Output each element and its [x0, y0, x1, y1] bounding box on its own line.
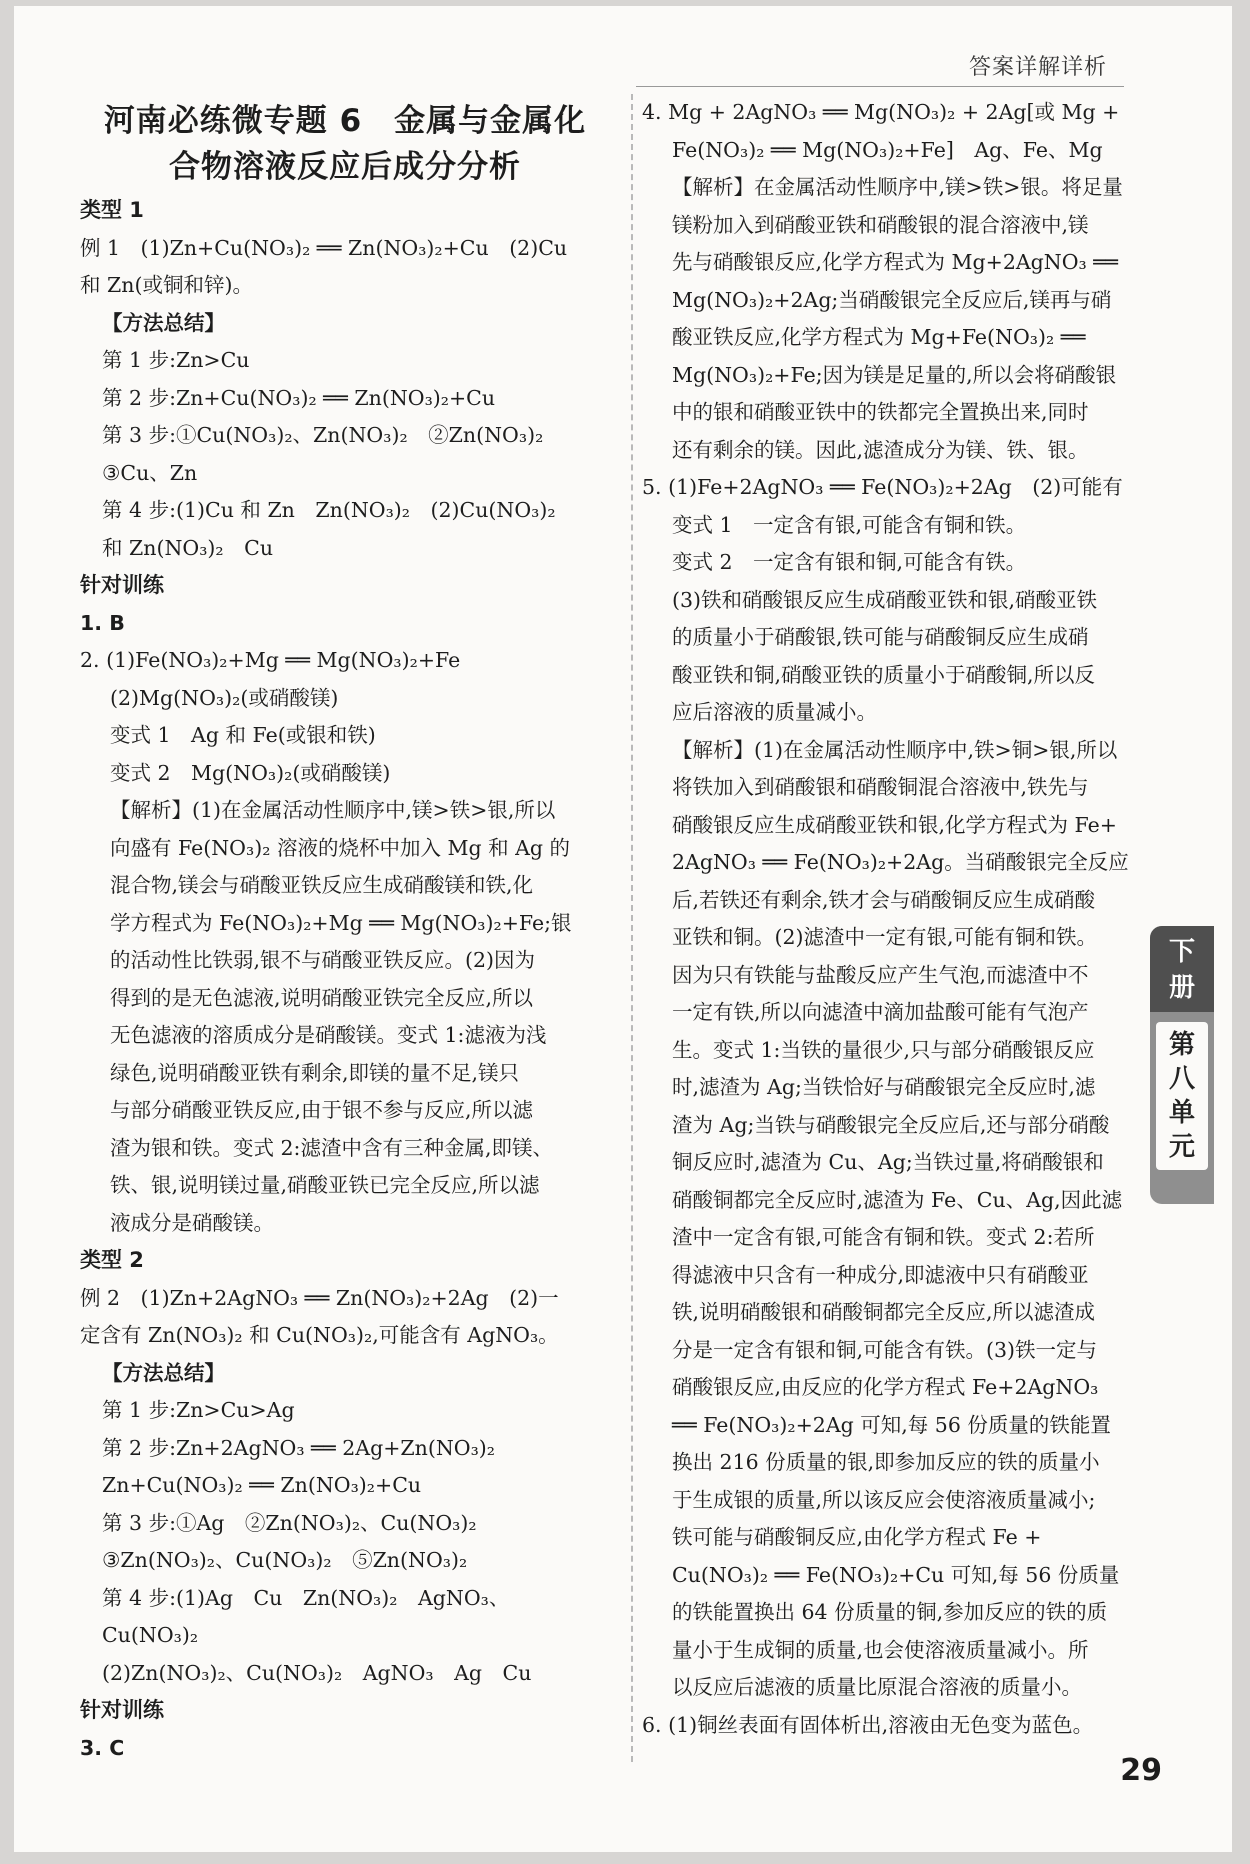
- text-line: 【方法总结】: [102, 1360, 225, 1385]
- text-line: 无色滤液的溶质成分是硝酸镁。变式 1:滤液为浅: [110, 1023, 547, 1047]
- text-line: 还有剩余的镁。因此,滤渣成分为镁、铁、银。: [672, 437, 1089, 462]
- text-line: 以反应后滤液的质量比原混合溶液的质量小。: [672, 1675, 1082, 1699]
- text-line: 铁、银,说明镁过量,硝酸亚铁已完全反应,所以滤: [110, 1173, 540, 1197]
- text-line: 的活动性比铁弱,银不与硝酸亚铁反应。(2)因为: [110, 948, 536, 972]
- text-line: 类型 2: [80, 1248, 144, 1272]
- text-line: Cu(NO₃)₂: [102, 1623, 199, 1647]
- text-line: 渣为银和铁。变式 2:滤渣中含有三种金属,即镁、: [110, 1135, 553, 1160]
- header-rule: [636, 86, 1124, 87]
- text-line: 将铁加入到硝酸银和硝酸铜混合溶液中,铁先与: [672, 775, 1089, 799]
- text-line: 酸亚铁和铜,硝酸亚铁的质量小于硝酸铜,所以反: [672, 662, 1096, 687]
- text-line: Mg(NO₃)₂+2Ag;当硝酸银完全反应后,镁再与硝: [672, 287, 1112, 312]
- unit-side-tab: [1150, 926, 1214, 1204]
- text-line: 后,若铁还有剩余,铁才会与硝酸铜反应生成硝酸: [672, 887, 1096, 912]
- text-line: 1. B: [80, 610, 125, 635]
- text-line: 生。变式 1:当铁的量很少,只与部分硝酸银反应: [672, 1037, 1095, 1062]
- unit-label: [1156, 1022, 1208, 1170]
- text-line: 【方法总结】: [102, 310, 225, 335]
- column-divider: [631, 94, 633, 1762]
- text-line: 酸亚铁反应,化学方程式为 Mg+Fe(NO₃)₂ ══: [672, 325, 1086, 349]
- text-line: 于生成银的质量,所以该反应会使溶液质量减小;: [672, 1487, 1096, 1512]
- section-title-line1: 河南必练微专题 6 金属与金属化: [103, 103, 587, 139]
- text-line: 定含有 Zn(NO₃)₂ 和 Cu(NO₃)₂,可能含有 AgNO₃。: [80, 1323, 559, 1347]
- text-line: 第 2 步:Zn+Cu(NO₃)₂ ══ Zn(NO₃)₂+Cu: [102, 385, 496, 410]
- text-line: 换出 216 份质量的银,即参加反应的铁的质量小: [672, 1450, 1100, 1474]
- text-line: 与部分硝酸亚铁反应,由于银不参与反应,所以滤: [110, 1098, 534, 1122]
- text-line: 硝酸银反应生成硝酸亚铁和银,化学方程式为 Fe+: [672, 812, 1117, 837]
- header-label: 答案详解详析: [968, 55, 1107, 80]
- text-line: Fe(NO₃)₂ ══ Mg(NO₃)₂+Fe] Ag、Fe、Mg: [672, 137, 1103, 162]
- text-line: 4. Mg + 2AgNO₃ ══ Mg(NO₃)₂ + 2Ag[或 Mg +: [642, 100, 1120, 124]
- text-line: 类型 1: [80, 198, 144, 222]
- page-number: 29: [1120, 1753, 1162, 1788]
- right-column: [642, 94, 1162, 1744]
- unit-char: 元: [1168, 1132, 1195, 1162]
- text-line: (3)铁和硝酸银反应生成硝酸亚铁和银,硝酸亚铁: [672, 587, 1098, 612]
- unit-char: 第: [1168, 1030, 1195, 1060]
- text-line: Cu(NO₃)₂ ══ Fe(NO₃)₂+Cu 可知,每 56 份质量: [672, 1562, 1120, 1587]
- text-line: 针对训练: [80, 573, 164, 597]
- section-title: [80, 98, 610, 190]
- left-text-lines: [80, 192, 610, 1767]
- text-line: 【解析】(1)在金属活动性顺序中,铁>铜>银,所以: [672, 737, 1118, 762]
- volume-label: [1150, 926, 1214, 1012]
- text-line: ══ Fe(NO₃)₂+2Ag 可知,每 56 份质量的铁能置: [672, 1412, 1111, 1437]
- text-line: 变式 2 一定含有银和铜,可能含有铁。: [672, 550, 1027, 574]
- text-line: 变式 1 一定含有银,可能含有铜和铁。: [672, 512, 1027, 537]
- text-line: (2)Zn(NO₃)₂、Cu(NO₃)₂ AgNO₃ Ag Cu: [102, 1660, 532, 1685]
- text-line: 例 1 (1)Zn+Cu(NO₃)₂ ══ Zn(NO₃)₂+Cu (2)Cu: [80, 235, 568, 260]
- text-line: 向盛有 Fe(NO₃)₂ 溶液的烧杯中加入 Mg 和 Ag 的: [110, 835, 571, 860]
- text-line: 第 3 步:①Ag ②Zn(NO₃)₂、Cu(NO₃)₂: [102, 1510, 477, 1535]
- text-line: 的铁能置换出 64 份质量的铜,参加反应的铁的质: [672, 1600, 1108, 1624]
- text-line: 一定有铁,所以向滤渣中滴加盐酸可能有气泡产: [672, 1000, 1089, 1024]
- right-text-lines: [642, 94, 1162, 1744]
- text-line: 的质量小于硝酸银,铁可能与硝酸铜反应生成硝: [672, 625, 1089, 649]
- text-line: 时,滤渣为 Ag;当铁恰好与硝酸银完全反应时,滤: [672, 1075, 1096, 1099]
- text-line: 硝酸银反应,由反应的化学方程式 Fe+2AgNO₃: [672, 1375, 1099, 1399]
- text-line: Zn+Cu(NO₃)₂ ══ Zn(NO₃)₂+Cu: [102, 1473, 422, 1497]
- text-line: 硝酸铜都完全反应时,滤渣为 Fe、Cu、Ag,因此滤: [672, 1187, 1123, 1212]
- text-line: 和 Zn(或铜和锌)。: [80, 273, 253, 297]
- text-line: 6. (1)铜丝表面有固体析出,溶液由无色变为蓝色。: [642, 1712, 1094, 1737]
- text-line: 针对训练: [80, 1698, 164, 1722]
- text-line: Mg(NO₃)₂+Fe;因为镁是足量的,所以会将硝酸银: [672, 362, 1117, 387]
- text-line: 例 2 (1)Zn+2AgNO₃ ══ Zn(NO₃)₂+2Ag (2)一: [80, 1285, 559, 1310]
- text-line: 铁可能与硝酸铜反应,由化学方程式 Fe +: [672, 1525, 1042, 1549]
- text-line: 渣为 Ag;当铁与硝酸银完全反应后,还与部分硝酸: [672, 1112, 1110, 1137]
- text-line: 第 3 步:①Cu(NO₃)₂、Zn(NO₃)₂ ②Zn(NO₃)₂: [102, 423, 544, 447]
- text-line: 变式 1 Ag 和 Fe(或银和铁): [110, 723, 376, 747]
- volume-char: 册: [1168, 973, 1195, 1003]
- text-line: 第 4 步:(1)Ag Cu Zn(NO₃)₂ AgNO₃、: [102, 1585, 510, 1610]
- text-line: 学方程式为 Fe(NO₃)₂+Mg ══ Mg(NO₃)₂+Fe;银: [110, 910, 572, 935]
- text-line: 【解析】(1)在金属活动性顺序中,镁>铁>银,所以: [110, 798, 556, 822]
- text-line: 第 4 步:(1)Cu 和 Zn Zn(NO₃)₂ (2)Cu(NO₃)₂: [102, 498, 556, 522]
- unit-char: 单: [1168, 1098, 1195, 1128]
- text-line: 先与硝酸银反应,化学方程式为 Mg+2AgNO₃ ══: [672, 250, 1118, 274]
- text-line: (2)Mg(NO₃)₂(或硝酸镁): [110, 685, 339, 710]
- text-line: 量小于生成铜的质量,也会使溶液质量减小。所: [672, 1637, 1089, 1662]
- text-line: 中的银和硝酸亚铁中的铁都完全置换出来,同时: [672, 400, 1089, 424]
- section-title-line2: 合物溶液反应后成分分析: [169, 149, 521, 185]
- text-line: 和 Zn(NO₃)₂ Cu: [102, 535, 274, 560]
- text-line: 因为只有铁能与盐酸反应产生气泡,而滤渣中不: [672, 962, 1089, 987]
- text-line: 应后溶液的质量减小。: [672, 700, 877, 724]
- text-line: 2AgNO₃ ══ Fe(NO₃)₂+2Ag。当硝酸银完全反应: [672, 850, 1129, 874]
- text-line: ③Zn(NO₃)₂、Cu(NO₃)₂ ⑤Zn(NO₃)₂: [102, 1548, 468, 1572]
- answer-page: [14, 6, 1232, 1852]
- text-line: 5. (1)Fe+2AgNO₃ ══ Fe(NO₃)₂+2Ag (2)可能有: [642, 475, 1123, 499]
- text-line: 分是一定含有银和铜,可能含有铁。(3)铁一定与: [672, 1337, 1098, 1362]
- text-line: 镁粉加入到硝酸亚铁和硝酸银的混合溶液中,镁: [672, 212, 1089, 237]
- text-line: 液成分是硝酸镁。: [110, 1210, 274, 1235]
- text-line: 渣中一定含有银,可能含有铜和铁。变式 2:若所: [672, 1225, 1095, 1249]
- text-line: 第 1 步:Zn>Cu>Ag: [102, 1398, 295, 1422]
- text-line: 得滤液中只含有一种成分,即滤液中只有硝酸亚: [672, 1262, 1089, 1287]
- text-line: 得到的是无色滤液,说明硝酸亚铁完全反应,所以: [110, 985, 534, 1010]
- unit-char: 八: [1168, 1064, 1195, 1094]
- text-line: 铁,说明硝酸银和硝酸铜都完全反应,所以滤渣成: [672, 1300, 1096, 1324]
- text-line: 第 2 步:Zn+2AgNO₃ ══ 2Ag+Zn(NO₃)₂: [102, 1435, 496, 1460]
- text-line: 混合物,镁会与硝酸亚铁反应生成硝酸镁和铁,化: [110, 873, 534, 897]
- left-column: [80, 94, 610, 1767]
- text-line: 2. (1)Fe(NO₃)₂+Mg ══ Mg(NO₃)₂+Fe: [80, 648, 461, 672]
- text-line: 【解析】在金属活动性顺序中,镁>铁>银。将足量: [672, 175, 1123, 199]
- text-line: 绿色,说明硝酸亚铁有剩余,即镁的量不足,镁只: [110, 1060, 520, 1085]
- text-line: 第 1 步:Zn>Cu: [102, 348, 250, 372]
- text-line: ③Cu、Zn: [102, 460, 198, 485]
- volume-char: 下: [1168, 937, 1195, 967]
- text-line: 亚铁和铜。(2)滤渣中一定有银,可能有铜和铁。: [672, 925, 1098, 949]
- text-line: 3. C: [80, 1735, 125, 1760]
- text-line: 变式 2 Mg(NO₃)₂(或硝酸镁): [110, 760, 391, 785]
- text-line: 铜反应时,滤渣为 Cu、Ag;当铁过量,将硝酸银和: [672, 1150, 1104, 1174]
